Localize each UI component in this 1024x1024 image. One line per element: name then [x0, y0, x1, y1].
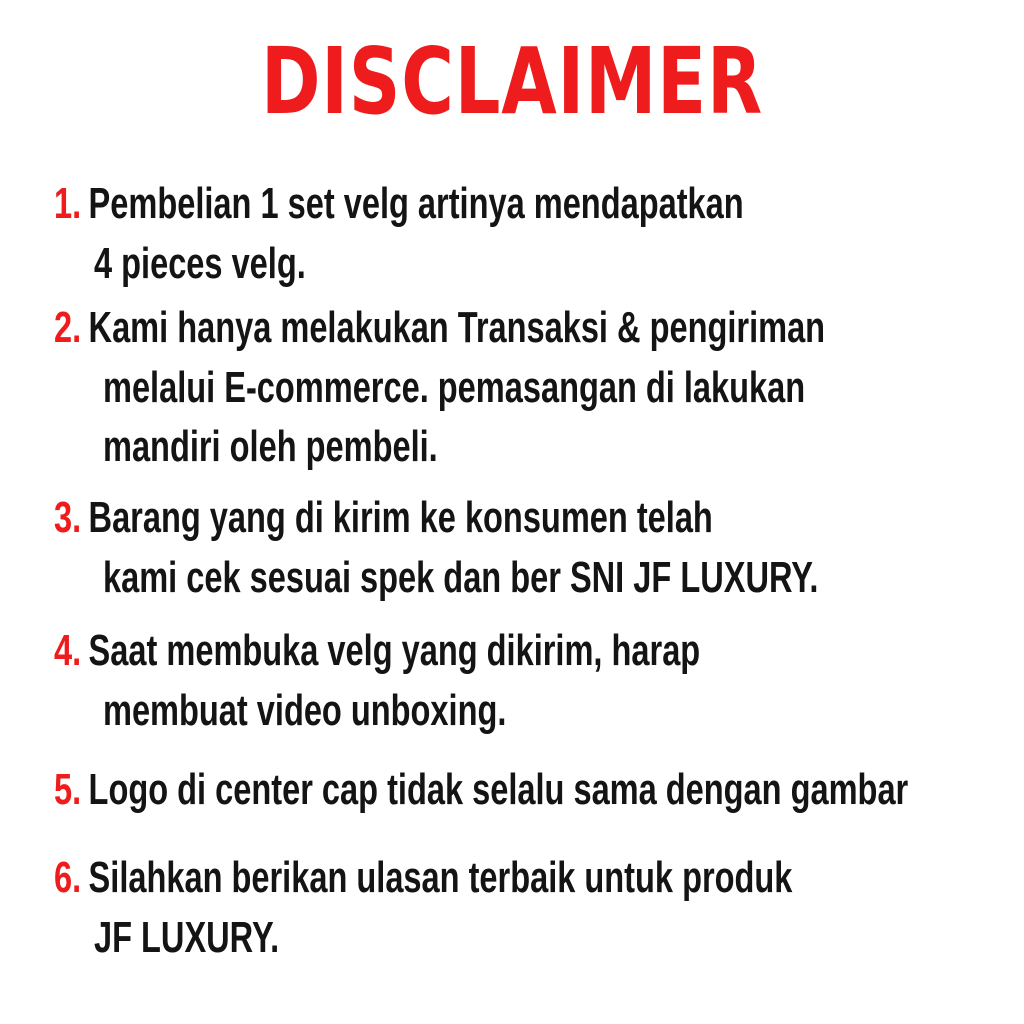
list-item-3-line-2: [103, 550, 818, 606]
list-item-2-text-2: melalui E-commerce. pemasangan di lakukan: [103, 363, 806, 412]
list-item-3-text-2: kami cek sesuai spek dan ber SNI JF LUXURY.: [103, 553, 819, 602]
page-title: DISCLAIMER: [260, 28, 764, 135]
list-item-4-line-2: [103, 683, 506, 739]
list-item-1-number: 1.: [54, 179, 82, 228]
list-item-5-text-1: Logo di center cap tidak selalu sama dengan gambar: [88, 765, 909, 814]
list-item-5-line-1: [54, 762, 908, 818]
list-item-2-text-1: Kami hanya melakukan Transaksi & pengiriman: [88, 303, 826, 352]
list-item-1-line-2: [94, 236, 306, 292]
list-item-4-number: 4.: [54, 626, 82, 675]
list-item-6-number: 6.: [54, 853, 82, 902]
list-item-4-text-2: membuat video unboxing.: [103, 686, 507, 735]
list-item-6-line-2: [94, 910, 279, 966]
list-item-6-text-2: JF LUXURY.: [94, 913, 280, 962]
list-item-3-number: 3.: [54, 493, 82, 542]
list-item-3-line-1: [54, 490, 713, 546]
list-item-1-text-2: 4 pieces velg.: [94, 239, 306, 288]
list-item-5-number: 5.: [54, 765, 82, 814]
list-item-3-text-1: Barang yang di kirim ke konsumen telah: [88, 493, 713, 542]
list-item-6-line-1: [54, 850, 792, 906]
list-item-2-text-3: mandiri oleh pembeli.: [103, 422, 438, 471]
list-item-2-number: 2.: [54, 303, 82, 352]
list-item-2-line-1: [54, 300, 825, 356]
list-item-4-text-1: Saat membuka velg yang dikirim, harap: [88, 626, 701, 675]
list-item-1-text-1: Pembelian 1 set velg artinya mendapatkan: [88, 179, 744, 228]
list-item-4-line-1: [54, 623, 700, 679]
list-item-1-line-1: [54, 176, 744, 232]
list-item-2-line-3: [103, 419, 438, 475]
list-item-6-text-1: Silahkan berikan ulasan terbaik untuk produk: [88, 853, 793, 902]
list-item-2-line-2: [103, 360, 805, 416]
